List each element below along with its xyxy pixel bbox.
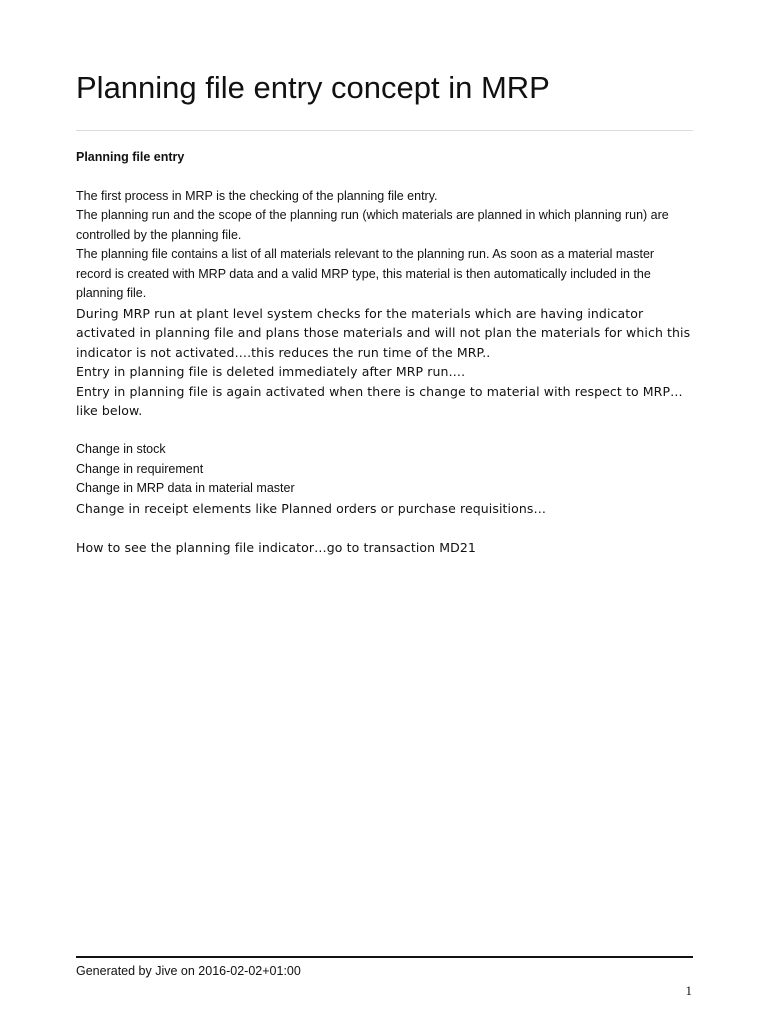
mrp-run-paragraph — [76, 304, 696, 421]
spacer — [76, 518, 696, 538]
change-list — [76, 440, 696, 518]
page-title: Planning file entry concept in MRP — [76, 70, 550, 105]
section-heading: Planning file entry — [76, 150, 185, 164]
md21-instruction: How to see the planning file indicator…go to transaction MD21 — [76, 539, 476, 555]
footer-divider — [76, 956, 693, 958]
text-line: record is created with MRP data and a valid MRP type, this material is then automatically included in the — [76, 266, 651, 281]
text-line: The planning run and the scope of the planning run (which materials are planned in which planning run) are — [76, 208, 669, 222]
spacer — [76, 421, 696, 441]
text-line: controlled by the planning file. — [76, 227, 242, 242]
page-number: 1 — [685, 983, 692, 998]
text-line: The first process in MRP is the checking of the planning file entry. — [76, 188, 438, 203]
title-divider — [76, 130, 693, 131]
text-line: The planning file contains a list of all materials relevant to the planning run. As soon as a material master — [76, 247, 655, 261]
intro-paragraph — [76, 187, 696, 304]
list-item: Change in requirement — [76, 461, 204, 476]
list-item: Change in receipt elements like Planned orders or purchase requisitions… — [76, 500, 547, 516]
text-line: like below. — [76, 403, 143, 418]
list-item: Change in stock — [76, 442, 166, 456]
document-body — [76, 148, 696, 557]
text-line: planning file. — [76, 286, 147, 300]
list-item: Change in MRP data in material master — [76, 481, 295, 495]
footer-generated-by: Generated by Jive on 2016-02-02+01:00 — [76, 964, 301, 978]
text-line: Entry in planning file is deleted immediately after MRP run…. — [76, 364, 466, 379]
text-line: activated in planning file and plans those materials and will not plan the materials for which this — [76, 325, 691, 340]
text-line: Entry in planning file is again activated when there is change to material with respect to MRP… — [76, 383, 683, 399]
text-line: During MRP run at plant level system checks for the materials which are having indicator — [76, 305, 644, 321]
text-line: indicator is not activated….this reduces the run time of the MRP.. — [76, 344, 491, 360]
